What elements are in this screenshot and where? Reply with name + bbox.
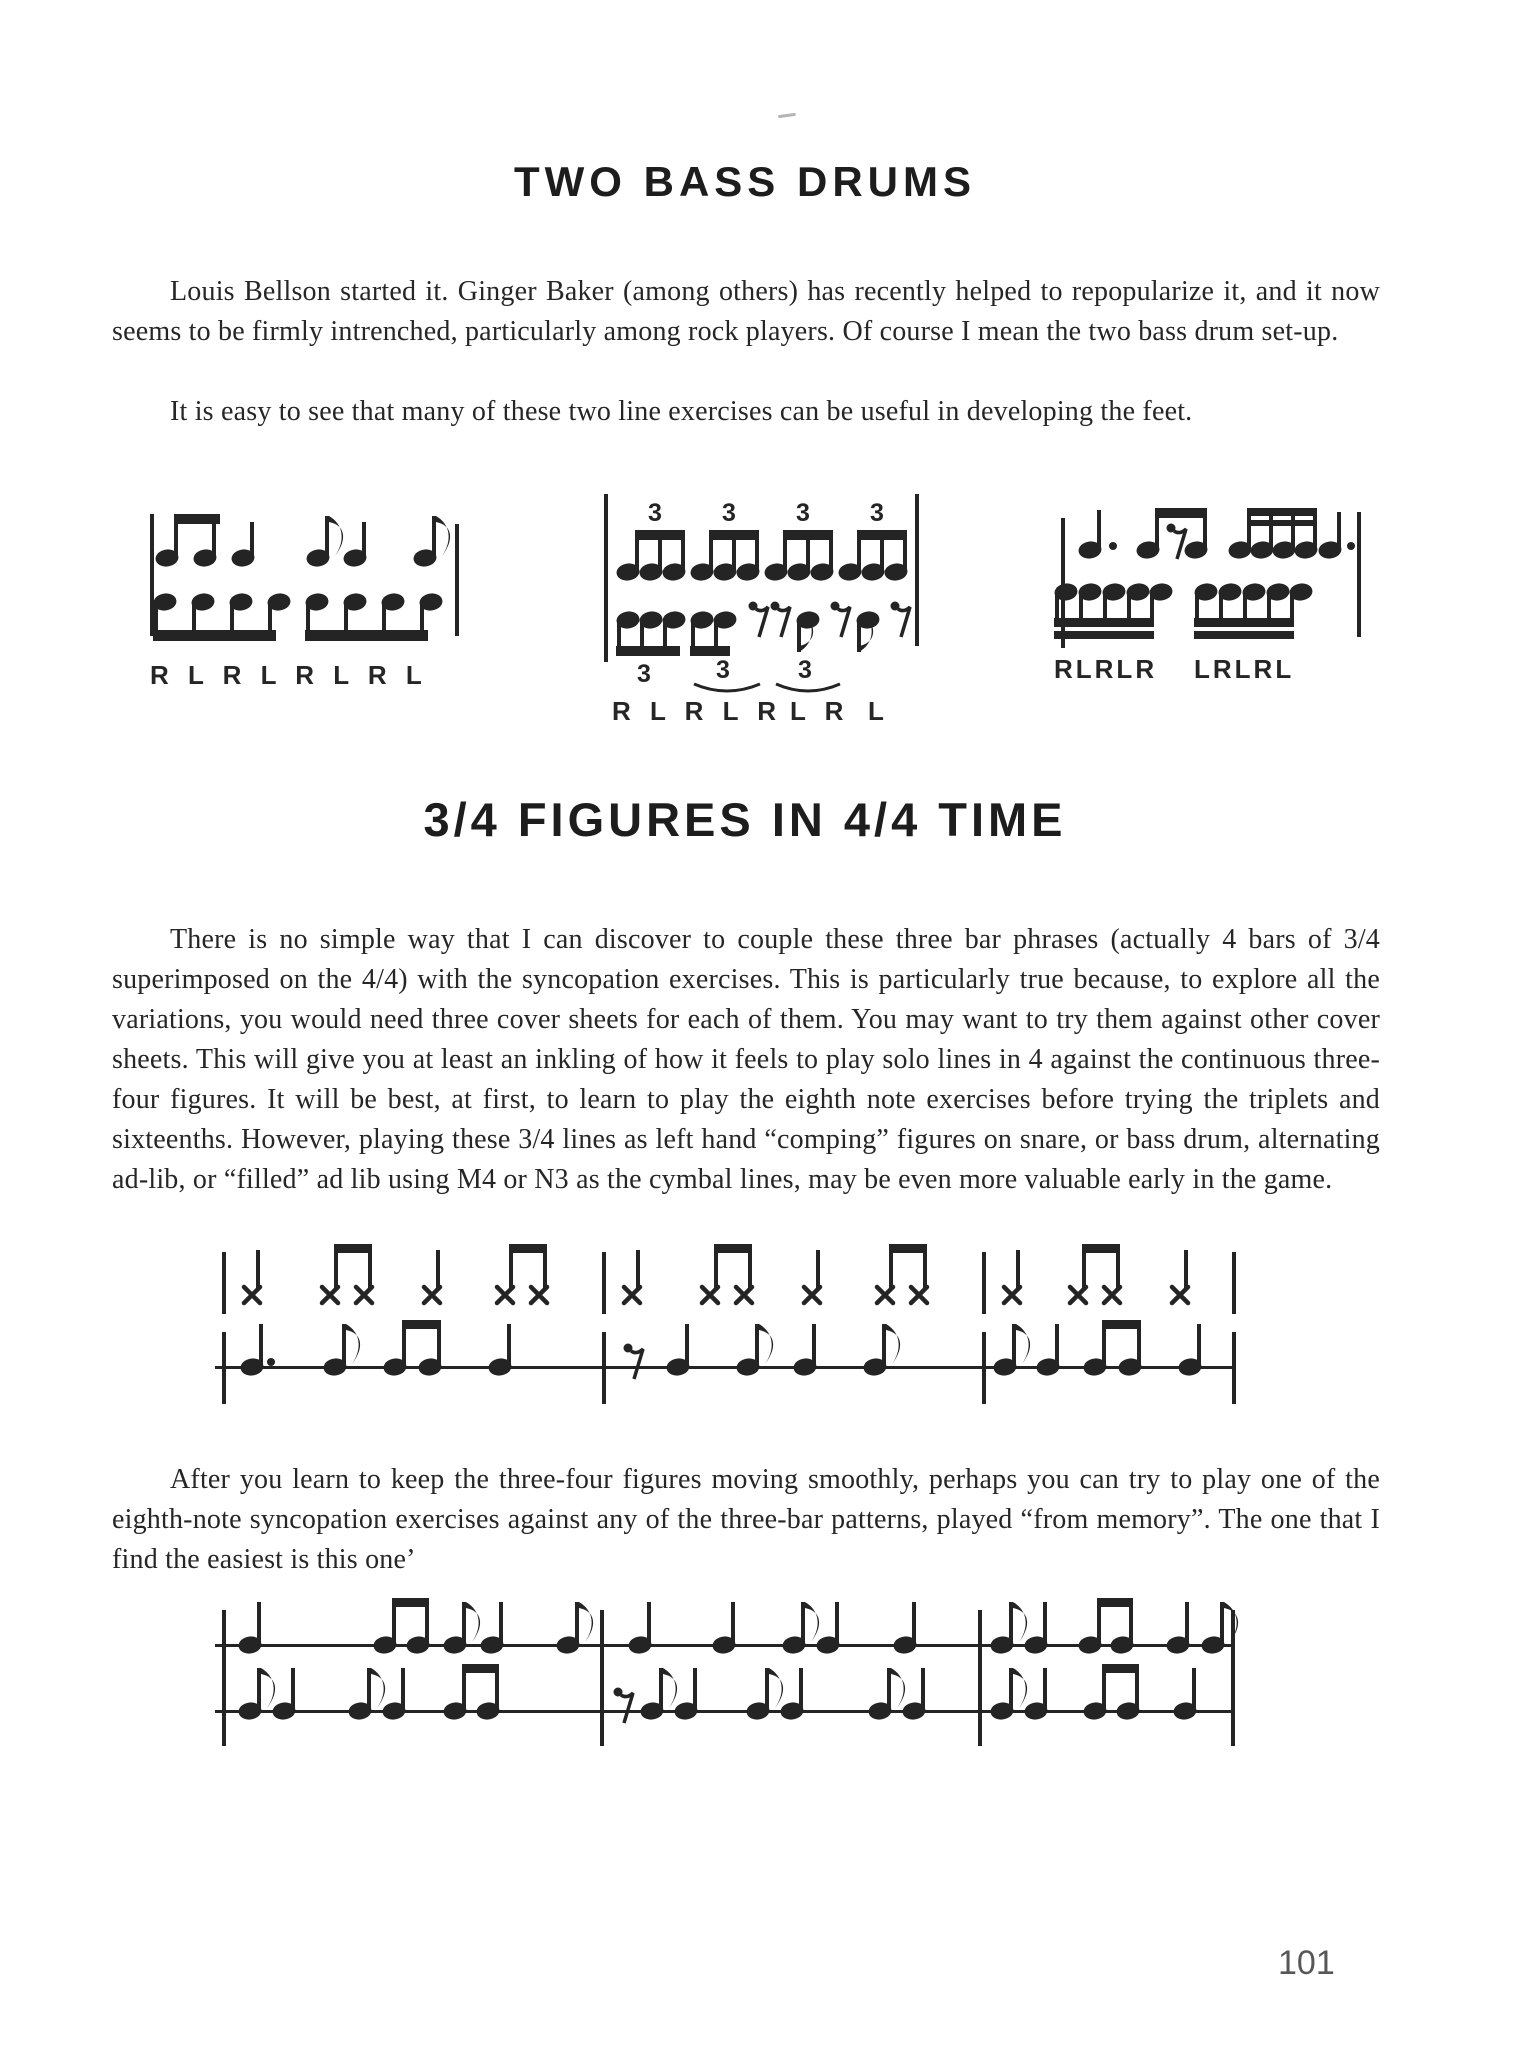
barlines: [222, 1252, 1236, 1404]
sticking-exercise-2c: L: [868, 696, 890, 726]
paragraph-three-four-body: There is no simple way that I can discover to couple these three bar phrases (actually 4 bars of 3/4 superimposed on the 4/4) with the syncopation exercises. This is particularly true because, to explore all the variations, you would need three cover sheets for each of them. You may want to try them against other cover sheets. This will give you at least an inkling of how it feels to play solo lines in 4 against the continuous three-four figures. It will be best, at first, to learn to play the eighth note exercises before trying the triplets and sixteenths. However, playing these 3/4 lines as left hand “comping” figures on snare, or bass drum, alternating ad-lib, or “filled” ad lib using M4 or N3 as the cymbal lines, may be even more valuable early in the game.: [112, 924, 1380, 1195]
sticking-exercise-3b: LRLRL: [1194, 654, 1295, 684]
sticking-exercise-2a: R L R L R: [612, 696, 783, 726]
page-number: 101: [1278, 1944, 1335, 1982]
svg-text:3: 3: [637, 660, 651, 688]
notation-exercise-3: [1053, 508, 1361, 684]
svg-text:3: 3: [648, 499, 662, 527]
pencil-smudge-mark: [778, 113, 796, 118]
notation-exercise-1: [150, 514, 459, 690]
svg-text:3: 3: [798, 656, 812, 684]
section-title-three-four-figures: 3/4 FIGURES IN 4/4 TIME: [423, 793, 1067, 846]
svg-text:3: 3: [716, 656, 730, 684]
sticking-exercise-1: R L R L R L R L: [150, 660, 428, 690]
section-title-two-bass-drums: TWO BASS DRUMS: [514, 158, 976, 205]
sticking-exercise-2b: L R: [790, 696, 850, 726]
svg-text:3: 3: [870, 499, 884, 527]
paragraph-two-bass-drums-intro: Louis Bellson started it. Ginger Baker (among others) has recently helped to repopularize it, and it now seems to be firmly intrenched, particularly among rock players. Of course I mean the two bass drum set-up.: [112, 276, 1380, 347]
paragraph-three-four-closing: After you learn to keep the three-four figures moving smoothly, perhaps you can try to play one of the eighth-note syncopation exercises against any of the three-bar patterns, played “from memory”. The one that I find the easiest is this one’: [112, 1464, 1380, 1575]
notation-three-four-system: [215, 1244, 1236, 1404]
svg-text:3: 3: [722, 499, 736, 527]
notation-exercise-2: [604, 494, 919, 726]
paragraph-two-bass-drums-note: It is easy to see that many of these two line exercises can be useful in developing the feet.: [170, 396, 1193, 427]
notation-easiest-exercise: [215, 1598, 1238, 1746]
svg-text:3: 3: [796, 499, 810, 527]
sticking-exercise-3a: RLRLR: [1054, 654, 1158, 684]
